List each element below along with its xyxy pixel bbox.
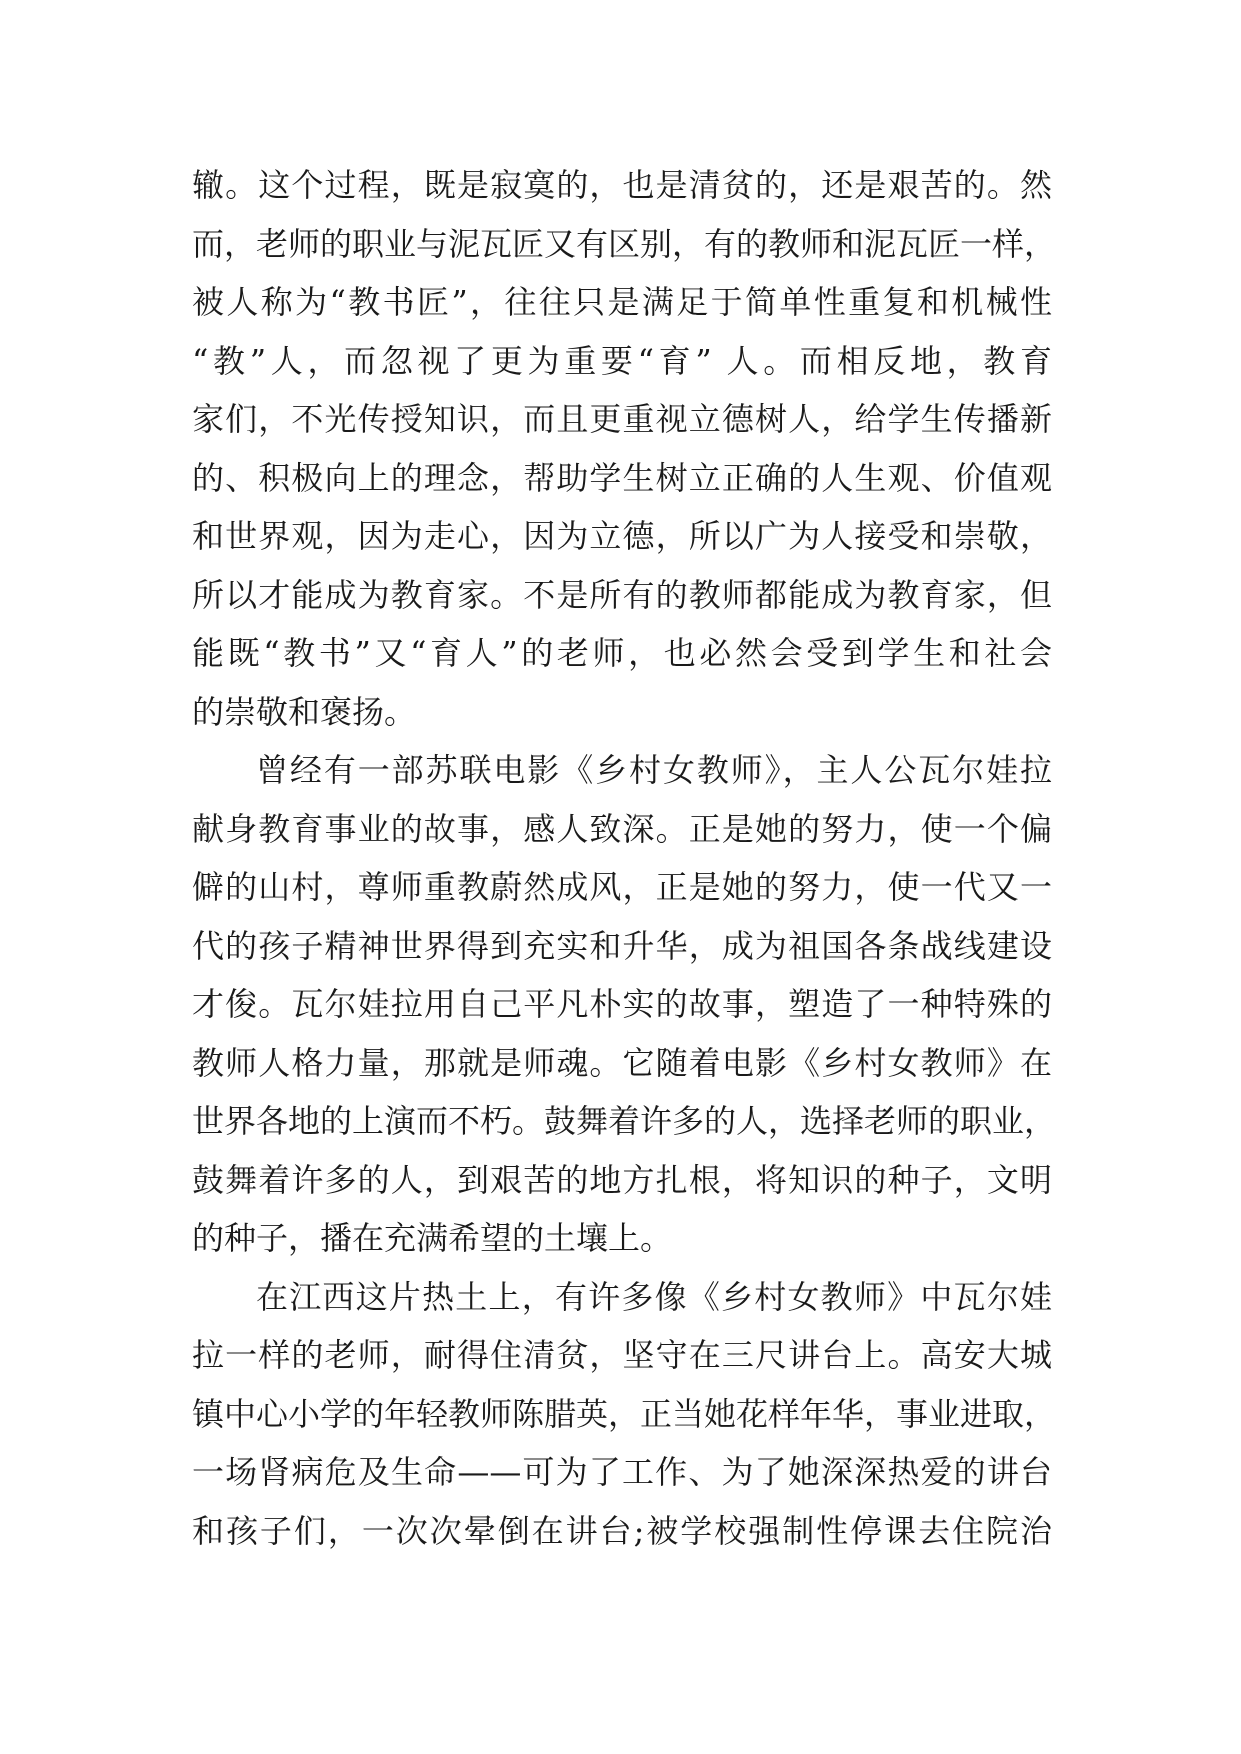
paragraph-2 <box>192 741 1057 1268</box>
text-line: 才俊。瓦尔娃拉用自己平凡朴实的故事，塑造了一种特殊的 <box>192 985 1052 1023</box>
text-line: 的种子，播在充满希望的土壤上。 <box>192 1219 673 1257</box>
text-line: 和孩子们，一次次晕倒在讲台;被学校强制性停课去住院治 <box>192 1511 1052 1550</box>
text-line: 和世界观，因为走心，因为立德，所以广为人接受和崇敬， <box>192 517 1052 555</box>
document-body <box>192 156 1057 1560</box>
text-line: 代的孩子精神世界得到充实和升华，成为祖国各条战线建设 <box>192 926 1052 965</box>
text-line: 镇中心小学的年轻教师陈腊英，正当她花样年华，事业进取， <box>192 1394 1057 1433</box>
text-line: 曾经有一部苏联电影《乡村女教师》，主人公瓦尔娃拉 <box>256 751 1052 789</box>
paragraph-3 <box>192 1268 1057 1561</box>
text-line: 的崇敬和褒扬。 <box>192 692 417 731</box>
text-line: 被人称为“教书匠”，往往只是满足于简单性重复和机械性 <box>192 283 1052 321</box>
text-line: 能既“教书”又“育人”的老师，也必然会受到学生和社会 <box>192 634 1052 672</box>
text-line: 鼓舞着许多的人，到艰苦的地方扎根，将知识的种子，文明 <box>192 1160 1052 1199</box>
text-line: 教师人格力量，那就是师魂。它随着电影《乡村女教师》在 <box>192 1043 1052 1082</box>
text-line: 在江西这片热土上，有许多像《乡村女教师》中瓦尔娃 <box>256 1277 1052 1316</box>
paragraph-1 <box>192 156 1057 741</box>
text-line: 一场肾病危及生命——可为了工作、为了她深深热爱的讲台 <box>192 1453 1052 1491</box>
text-line: 拉一样的老师，耐得住清贫，坚守在三尺讲台上。高安大城 <box>192 1336 1052 1374</box>
text-line: 而，老师的职业与泥瓦匠又有区别，有的教师和泥瓦匠一样， <box>192 224 1057 263</box>
text-line: 辙。这个过程，既是寂寞的，也是清贫的，还是艰苦的。然 <box>192 166 1052 204</box>
text-line: “教”人，而忽视了更为重要“育” 人。而相反地，教育 <box>192 341 1052 380</box>
text-line: 家们，不光传授知识，而且更重视立德树人，给学生传播新 <box>192 400 1052 438</box>
text-line: 的、积极向上的理念，帮助学生树立正确的人生观、价值观 <box>192 458 1052 497</box>
text-line: 所以才能成为教育家。不是所有的教师都能成为教育家，但 <box>192 575 1052 614</box>
text-line: 献身教育事业的故事，感人致深。正是她的努力，使一个偏 <box>192 809 1052 848</box>
text-line: 僻的山村，尊师重教蔚然成风，正是她的努力，使一代又一 <box>192 868 1052 906</box>
text-line: 世界各地的上演而不朽。鼓舞着许多的人，选择老师的职业， <box>192 1102 1057 1140</box>
